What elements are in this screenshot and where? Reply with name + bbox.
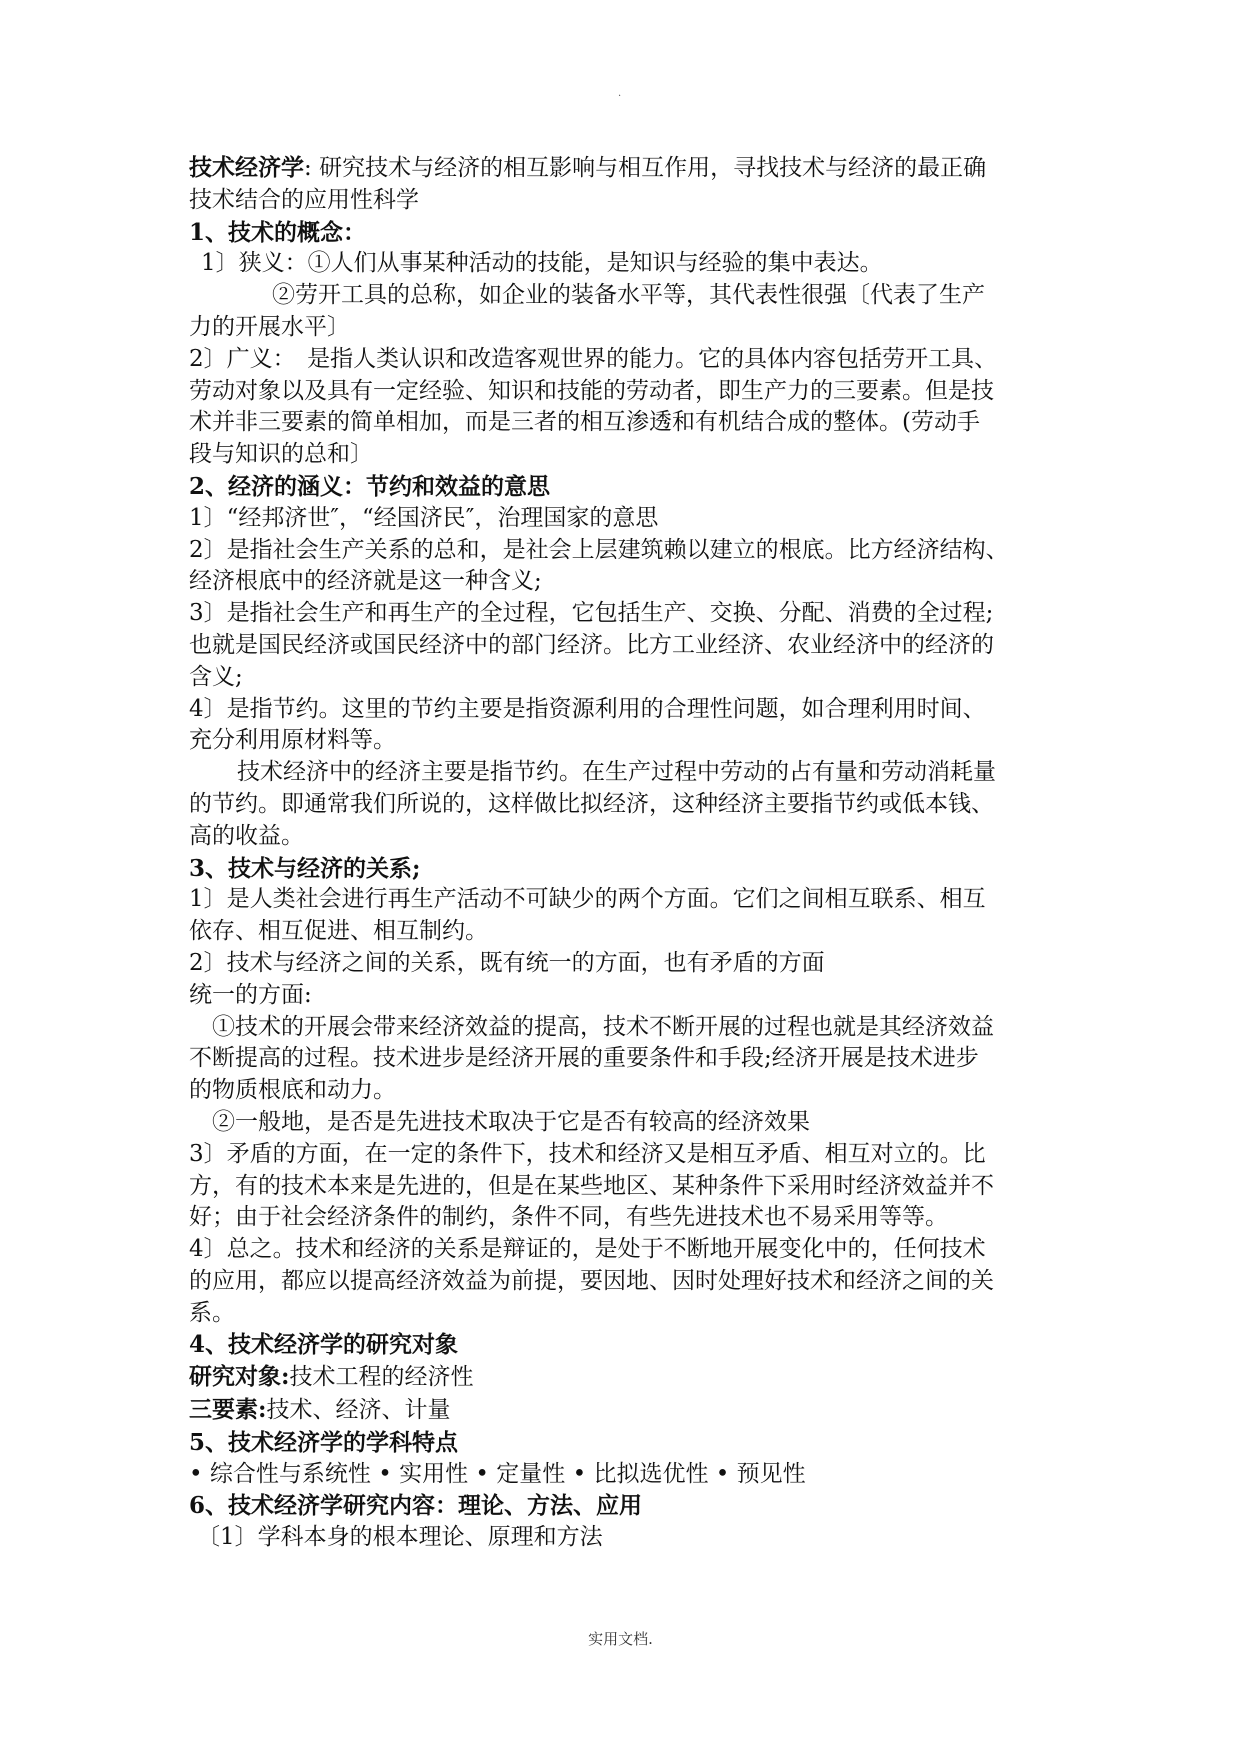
feature-list: • 综合性与系统性 • 实用性 • 定量性 • 比拟选优性 • 预见性 [189,1460,806,1487]
header-mark: . [618,88,622,99]
paragraph-line: 也就是国民经济或国民经济中的部门经济。比方工业经济、农业经济中的经济的 [189,631,994,658]
paragraph-line: 的物质根底和动力。 [189,1077,396,1104]
research-object-value: 技术工程的经济性 [289,1364,474,1391]
paragraph-line: 含义; [189,663,243,690]
paragraph-line: 力的开展水平〕 [189,313,350,340]
paragraph-line: 高的收益。 [189,822,304,849]
section-heading: 4、技术经济学的研究对象 [189,1331,459,1359]
paragraph-line: 4〕总之。技术和经济的关系是辩证的，是处于不断地开展变化中的，任何技术 [189,1236,986,1263]
three-elements-value: 技术、经济、计量 [266,1397,451,1424]
paragraph-line: 经济根底中的经济就是这一种含义; [189,568,542,595]
paragraph-line: 3〕是指社会生产和再生产的全过程，它包括生产、交换、分配、消费的全过程; [189,600,994,627]
title-definition: 研究技术与经济的相互影响与相互作用，寻找技术与经济的最正确 [319,155,987,181]
paragraph-line: 技术经济中的经济主要是指节约。在生产过程中劳动的占有量和劳动消耗量 [237,759,996,786]
title-sep: : [304,155,312,181]
paragraph-line: 不断提高的过程。技术进步是经济开展的重要条件和手段;经济开展是技术进步 [189,1045,979,1072]
research-object-line [189,1361,1069,1394]
paragraph-line: 的节约。即通常我们所说的，这样做比拟经济，这种经济主要指节约或低本钱、 [189,790,994,817]
three-elements-label: 三要素: [189,1396,267,1424]
paragraph-line: 4〕是指节约。这里的节约主要是指资源利用的合理性问题，如合理利用时间、 [189,695,986,722]
title-term: 技术经济学 [189,154,304,181]
section-heading: 6、技术经济学研究内容：理论、方法、应用 [189,1492,643,1520]
section-heading: 5、技术经济学的学科特点 [189,1428,459,1456]
paragraph-line: 术并非三要素的简单相加，而是三者的相互渗透和有机结合成的整体。(劳动手 [189,409,980,436]
three-elements-line [189,1394,1069,1427]
research-object-label: 研究对象: [189,1363,290,1391]
paragraph-line: 1〕狭义：①人们从事某种活动的技能，是知识与经验的集中表达。 [201,250,883,277]
title-definition-cont: 技术结合的应用性科学 [189,186,419,213]
paragraph-line: 〔1〕学科本身的根本理论、原理和方法 [197,1524,603,1551]
paragraph-line: ②劳开工具的总称，如企业的装备水平等，其代表性很强〔代表了生产 [272,282,985,309]
paragraph-line: 2〕技术与经济之间的关系，既有统一的方面，也有矛盾的方面 [189,949,825,976]
section-heading: 1、技术的概念： [189,218,367,246]
page-footer: 实用文档. [588,1630,653,1648]
paragraph-line: 1〕是人类社会进行再生产活动不可缺少的两个方面。它们之间相互联系、相互 [189,886,986,913]
paragraph-line: 3〕矛盾的方面，在一定的条件下，技术和经济又是相互矛盾、相互对立的。比 [189,1140,986,1167]
paragraph-line: 系。 [189,1299,235,1326]
section-heading: 2、经济的涵义：节约和效益的意思 [189,472,551,500]
paragraph-line: ①技术的开展会带来经济效益的提高，技术不断开展的过程也就是其经济效益 [212,1013,994,1040]
section-heading: 3、技术与经济的关系; [189,854,421,882]
paragraph-line: 好；由于社会经济条件的制约，条件不同，有些先进技术也不易采用等等。 [189,1204,948,1231]
paragraph-line: 的应用，都应以提高经济效益为前提，要因地、因时处理好技术和经济之间的关 [189,1267,994,1294]
document-body [189,152,1069,1554]
title-line [189,152,1069,185]
paragraph-line: 1〕“经邦济世″，“经国济民″，治理国家的意思 [189,504,659,531]
paragraph-line: 2〕广义： 是指人类认识和改造客观世界的能力。它的具体内容包括劳开工具、 [189,345,998,372]
paragraph-line: 劳动对象以及具有一定经验、知识和技能的劳动者，即生产力的三要素。但是技 [189,377,994,404]
paragraph-line: 2〕是指社会生产关系的总和，是社会上层建筑赖以建立的根底。比方经济结构、 [189,536,1009,563]
paragraph-line: ②一般地，是否是先进技术取决于它是否有较高的经济效果 [212,1108,810,1135]
paragraph-line: 依存、相互促进、相互制约。 [189,918,488,945]
paragraph-line: 统一的方面: [189,981,312,1008]
paragraph-line: 方，有的技术本来是先进的，但是在某些地区、某种条件下采用时经济效益并不 [189,1172,994,1199]
paragraph-line: 段与知识的总和〕 [189,441,373,468]
paragraph-line: 充分利用原材料等。 [189,727,396,754]
